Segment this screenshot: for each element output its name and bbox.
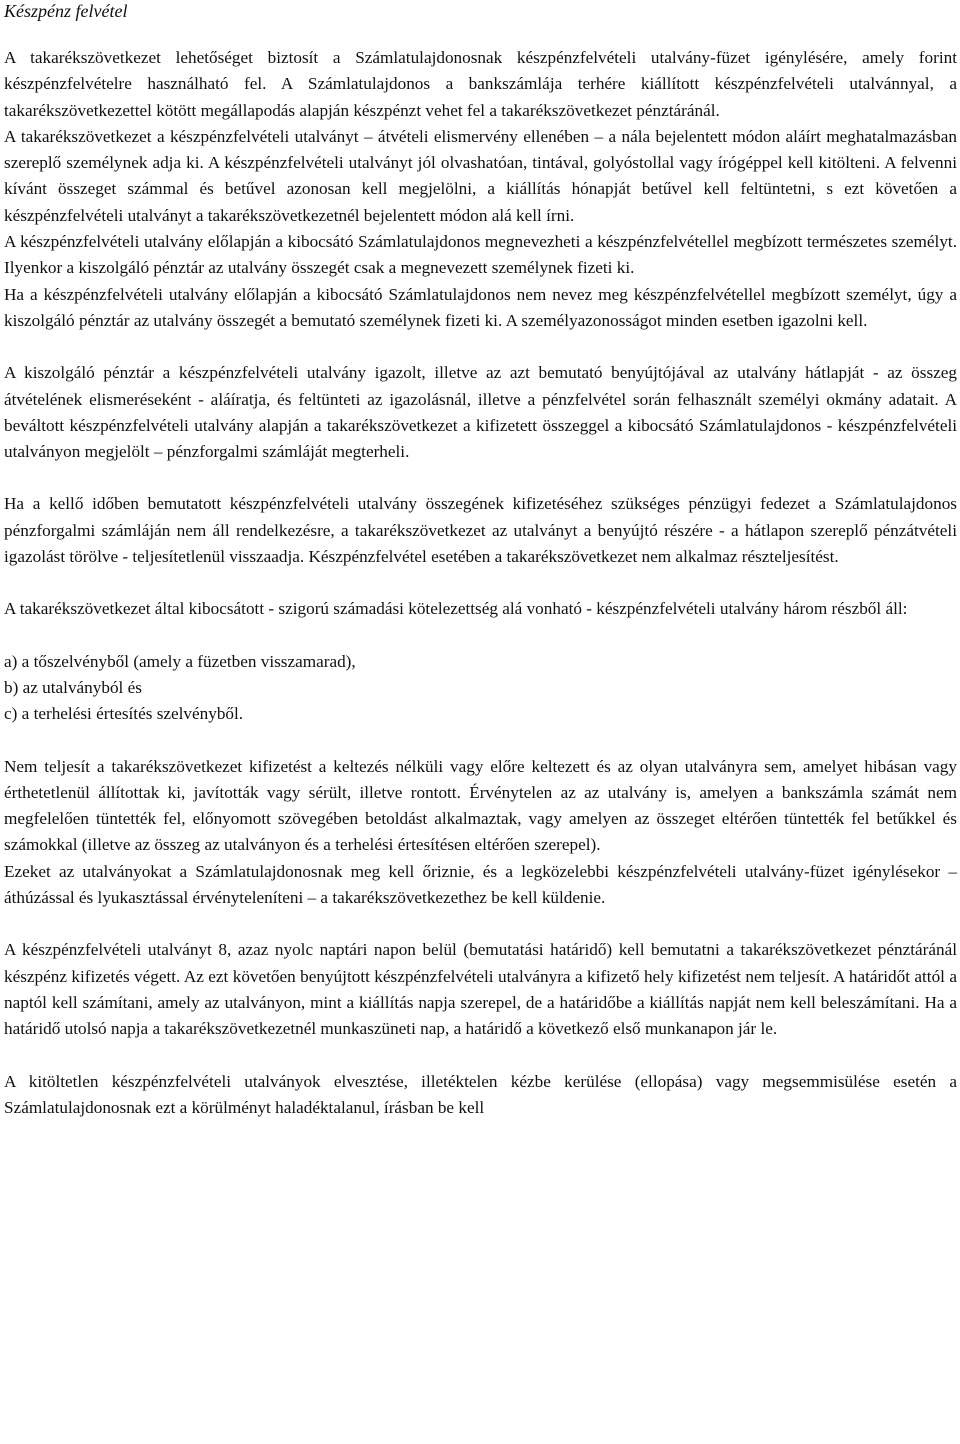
document-title: Készpénz felvétel: [4, 1, 128, 21]
spacer: [4, 1043, 957, 1069]
spacer: [4, 26, 957, 45]
section-loss: [4, 1069, 957, 1122]
section-insufficient-funds: [4, 491, 957, 570]
list-item: a) a tőszelvényből (amely a füzetben visszamarad),: [4, 651, 356, 671]
spacer: [4, 911, 957, 937]
section-structure: [4, 596, 957, 622]
paragraph: Ha a készpénzfelvételi utalvány előlapján a kibocsátó Számlatulajdonos nem nevez meg készpénzfelvétellel megbízott személyt, úgy a kiszolgáló pénztár az utalvány összegét a bemutató személynek fizeti ki. A személyazonosságot minden esetben igazolni kell.: [4, 284, 957, 330]
paragraph: A takarékszövetkezet által kibocsátott - szigorú számadási kötelezettség alá vonható - készpénzfelvételi utalvány három részből áll:: [4, 599, 908, 619]
paragraph: A takarékszövetkezet a készpénzfelvételi utalványt – átvételi elismervény ellenében – a nála bejelentett módon aláírt meghatalmazásban szereplő személynek adja ki. A készpénzfelvételi utalványt jól olvashatóan, tintával, golyóstollal vagy írógéppel kell kitölteni. A felvenni kívánt összeget számmal és betűvel azonosan kell megjelölni, a kiállítás hónapját betűvel kell feltüntetni, s ezt követően a készpénzfelvételi utalványt a takarékszövetkezetnél bejelentett módon alá kell írni.: [4, 126, 957, 225]
section-intro: [4, 45, 957, 334]
paragraph: A kitöltetlen készpénzfelvételi utalványok elvesztése, illetéktelen kézbe kerülése (ellopása) vagy megsemmisülése esetén a Számlatulajdonosnak ezt a körülményt haladéktalanul, írásban be kell: [4, 1071, 957, 1117]
parts-list: [4, 649, 957, 728]
paragraph: A készpénzfelvételi utalvány előlapján a kibocsátó Számlatulajdonos megnevezheti a készpénzfelvétellel megbízott természetes személyt. Ilyenkor a kiszolgáló pénztár az utalvány összegét csak a megnevezett személynek fizeti ki.: [4, 232, 957, 278]
paragraph: Nem teljesít a takarékszövetkezet kifizetést a keltezés nélküli vagy előre keltezett és az olyan utalványra sem, amelyet hibásan vagy érthetetlenül állítottak ki, javították vagy sérült, illetve rontott. Érvénytelen az az utalvány is, amelyen a bankszámla számát nem megfelelően tüntették fel, előnyomott szövegében betoldást alkalmaztak, vagy amelyen az összeget eltérően tüntették fel betűkkel és számokkal (illetve az összeg az utalványon és a terhelési értesítésen eltérően szerepel).: [4, 756, 957, 855]
section-payout: [4, 360, 957, 465]
spacer: [4, 623, 957, 649]
paragraph: A készpénzfelvételi utalványt 8, azaz nyolc naptári napon belül (bemutatási határidő) kell bemutatni a takarékszövetkezet pénztáránál készpénz kifizetés végett. Az ezt követően benyújtott készpénzfelvételi utalványra a kifizető hely kifizetést nem teljesít. A határidőt attól a naptól kell számítani, amely az utalványon, mint a kiállítás napja szerepel, de a határidőbe a kiállítás napját nem kell beleszámítani. Ha a határidő utolsó napja a takarékszövetkezetnél munkaszüneti nap, a határidő a következő első munkanapon jár le.: [4, 940, 957, 1039]
section-invalid-vouchers: [4, 754, 957, 912]
spacer: [4, 334, 957, 360]
spacer: [4, 465, 957, 491]
paragraph: A takarékszövetkezet lehetőséget biztosít a Számlatulajdonosnak készpénzfelvételi utalvány-füzet igénylésére, amely forint készpénzfelvételre használható fel. A Számlatulajdonos a bankszámlája terhére kiállított készpénzfelvételi utalvánnyal, a takarékszövetkezettel kötött megállapodás alapján készpénzt vehet fel a takarékszövetkezet pénztáránál.: [4, 48, 957, 120]
section-deadline: [4, 937, 957, 1042]
list-item: b) az utalványból és: [4, 677, 142, 697]
paragraph: Ezeket az utalványokat a Számlatulajdonosnak meg kell őriznie, és a legközelebbi készpénzfelvételi utalvány-füzet igénylésekor – áthúzással és lyukasztással érvényteleníteni – a takarékszövetkezethez be kell küldenie.: [4, 861, 957, 908]
spacer: [4, 570, 957, 596]
paragraph: Ha a kellő időben bemutatott készpénzfelvételi utalvány összegének kifizetéséhez szükséges pénzügyi fedezet a Számlatulajdonos pénzforgalmi számláján nem áll rendelkezésre, a takarékszövetkezet az utalványt a benyújtó részére - a hátlapon szereplő pénzátvételi igazolást törölve - teljesítetlenül visszaadja. Készpénzfelvétel esetében a takarékszövetkezet nem alkalmaz részteljesítést.: [4, 494, 957, 567]
spacer: [4, 728, 957, 754]
list-item: c) a terhelési értesítés szelvényből.: [4, 704, 244, 724]
paragraph: A kiszolgáló pénztár a készpénzfelvételi utalvány igazolt, illetve az azt bemutató benyújtójával az utalvány hátlapját - az összeg átvételének elismeréseként - aláíratja, és feltünteti az igazolásnál, illetve a pénzfelvétel során felhasznált személyi okmány adatait. A beváltott készpénzfelvételi utalvány alapján a takarékszövetkezet a kifizetett összeggel a kibocsátó Számlatulajdonos - készpénzfelvételi utalványon megjelölt – pénzforgalmi számláját megterheli.: [4, 363, 957, 462]
